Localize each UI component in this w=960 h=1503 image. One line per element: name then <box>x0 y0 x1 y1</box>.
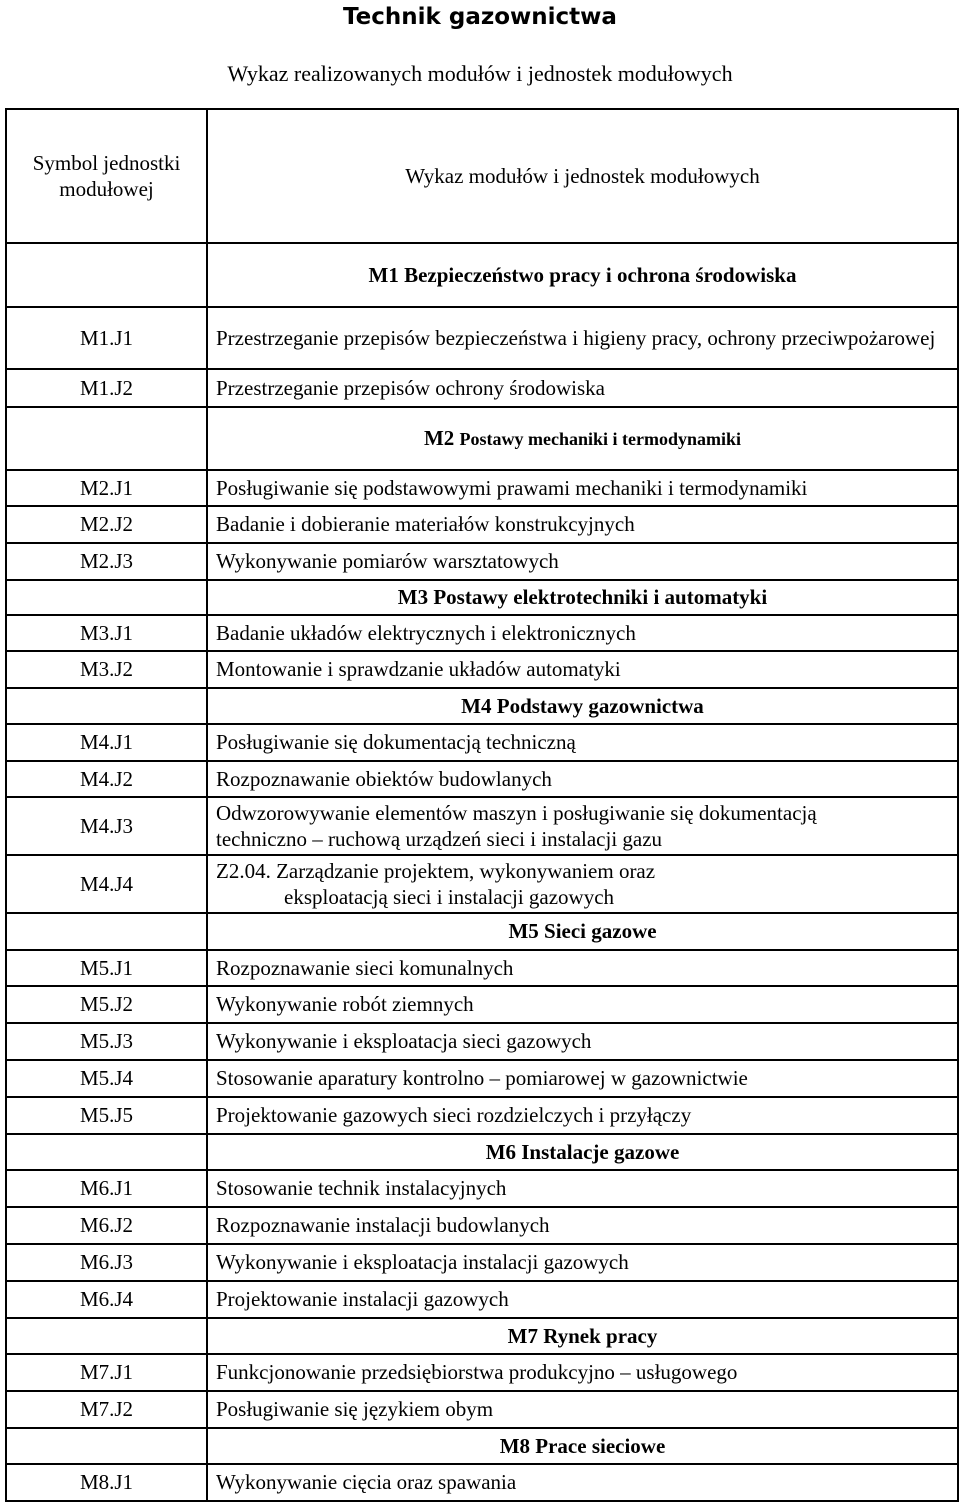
unit-code: M8.J1 <box>6 1464 207 1501</box>
module-title: M4 Podstawy gazownictwa <box>207 688 958 724</box>
unit-name: Rozpoznawanie obiektów budowlanych <box>207 761 958 797</box>
module-title: M5 Sieci gazowe <box>207 913 958 950</box>
unit-name: Funkcjonowanie przedsiębiorstwa produkcyjno – usługowego <box>207 1354 958 1391</box>
unit-name: Rozpoznawanie instalacji budowlanych <box>207 1207 958 1244</box>
module-title: M7 Rynek pracy <box>207 1318 958 1354</box>
unit-code: M5.J3 <box>6 1023 207 1060</box>
unit-code: M3.J1 <box>6 615 207 651</box>
module-title: M8 Prace sieciowe <box>207 1428 958 1464</box>
unit-code: M1.J1 <box>6 307 207 369</box>
unit-name: Stosowanie aparatury kontrolno – pomiarowej w gazownictwie <box>207 1060 958 1097</box>
unit-name: Posługiwanie się językiem obym <box>207 1391 958 1428</box>
page-subtitle: Wykaz realizowanych modułów i jednostek modułowych <box>227 61 733 86</box>
unit-name: Posługiwanie się podstawowymi prawami mechaniki i termodynamiki <box>207 470 958 506</box>
unit-name: Stosowanie technik instalacyjnych <box>207 1170 958 1207</box>
unit-row <box>6 855 958 913</box>
unit-row <box>6 1281 958 1318</box>
module-title: M6 Instalacje gazowe <box>207 1134 958 1170</box>
unit-code: M4.J4 <box>6 855 207 913</box>
unit-code: M5.J5 <box>6 1097 207 1134</box>
unit-row <box>6 470 958 506</box>
modules-table <box>5 108 959 1502</box>
unit-row <box>6 950 958 986</box>
unit-name: Badanie i dobieranie materiałów konstrukcyjnych <box>207 506 958 543</box>
module-row-m3 <box>6 580 958 615</box>
unit-name: Wykonywanie pomiarów warsztatowych <box>207 543 958 580</box>
page-title: Technik gazownictwa <box>343 4 617 30</box>
unit-code: M4.J1 <box>6 724 207 761</box>
unit-code: M4.J3 <box>6 797 207 855</box>
unit-row <box>6 1244 958 1281</box>
unit-row <box>6 1097 958 1134</box>
unit-name: Projektowanie gazowych sieci rozdzielczych i przyłączy <box>207 1097 958 1134</box>
unit-code: M5.J4 <box>6 1060 207 1097</box>
unit-code: M2.J1 <box>6 470 207 506</box>
unit-row <box>6 543 958 580</box>
unit-name: Przestrzeganie przepisów ochrony środowiska <box>207 369 958 407</box>
module-title: M3 Postawy elektrotechniki i automatyki <box>207 580 958 615</box>
unit-code: M3.J2 <box>6 651 207 688</box>
table-header-row <box>6 109 958 243</box>
unit-name: Wykonywanie i eksploatacja instalacji gazowych <box>207 1244 958 1281</box>
unit-row <box>6 1023 958 1060</box>
module-row-m1 <box>6 243 958 307</box>
unit-name: Wykonywanie i eksploatacja sieci gazowych <box>207 1023 958 1060</box>
unit-code: M1.J2 <box>6 369 207 407</box>
unit-name: Rozpoznawanie sieci komunalnych <box>207 950 958 986</box>
module-title: M1 Bezpieczeństwo pracy i ochrona środowiska <box>207 243 958 307</box>
module-row-m2 <box>6 407 958 470</box>
unit-name: Z2.04. Zarządzanie projektem, wykonywaniem oraz eksploatacją sieci i instalacji gazowych <box>207 855 958 913</box>
unit-name: Projektowanie instalacji gazowych <box>207 1281 958 1318</box>
unit-name: Badanie układów elektrycznych i elektronicznych <box>207 615 958 651</box>
unit-row <box>6 651 958 688</box>
unit-code: M6.J4 <box>6 1281 207 1318</box>
unit-row <box>6 797 958 855</box>
unit-name: Przestrzeganie przepisów bezpieczeństwa i higieny pracy, ochrony przeciwpożarowej <box>207 307 958 369</box>
unit-row <box>6 1060 958 1097</box>
unit-code: M5.J1 <box>6 950 207 986</box>
unit-code: M6.J2 <box>6 1207 207 1244</box>
unit-row <box>6 615 958 651</box>
module-title: M2 Postawy mechaniki i termodynamiki <box>207 407 958 470</box>
unit-name: Wykonywanie robót ziemnych <box>207 986 958 1023</box>
unit-row <box>6 369 958 407</box>
unit-name: Wykonywanie cięcia oraz spawania <box>207 1464 958 1501</box>
unit-row <box>6 1207 958 1244</box>
unit-row <box>6 1170 958 1207</box>
unit-row <box>6 1391 958 1428</box>
module-row-m7 <box>6 1318 958 1354</box>
unit-row <box>6 986 958 1023</box>
unit-code: M7.J2 <box>6 1391 207 1428</box>
unit-row <box>6 307 958 369</box>
unit-code: M2.J2 <box>6 506 207 543</box>
module-row-m6 <box>6 1134 958 1170</box>
unit-name: Odwzorowywanie elementów maszyn i posługiwanie się dokumentacją techniczno – ruchową urządzeń sieci i instalacji gazu <box>207 797 958 855</box>
unit-row <box>6 761 958 797</box>
unit-code: M4.J2 <box>6 761 207 797</box>
module-row-m4 <box>6 688 958 724</box>
unit-code: M5.J2 <box>6 986 207 1023</box>
unit-row <box>6 724 958 761</box>
unit-code: M6.J1 <box>6 1170 207 1207</box>
unit-name: Posługiwanie się dokumentacją techniczną <box>207 724 958 761</box>
unit-code: M7.J1 <box>6 1354 207 1391</box>
column-header-symbol: Symbol jednostki modułowej <box>6 109 207 243</box>
unit-row <box>6 1464 958 1501</box>
unit-row <box>6 1354 958 1391</box>
unit-row <box>6 506 958 543</box>
unit-code: M2.J3 <box>6 543 207 580</box>
module-row-m8 <box>6 1428 958 1464</box>
unit-code: M6.J3 <box>6 1244 207 1281</box>
module-row-m5 <box>6 913 958 950</box>
unit-name: Montowanie i sprawdzanie układów automatyki <box>207 651 958 688</box>
column-header-list: Wykaz modułów i jednostek modułowych <box>207 109 958 243</box>
